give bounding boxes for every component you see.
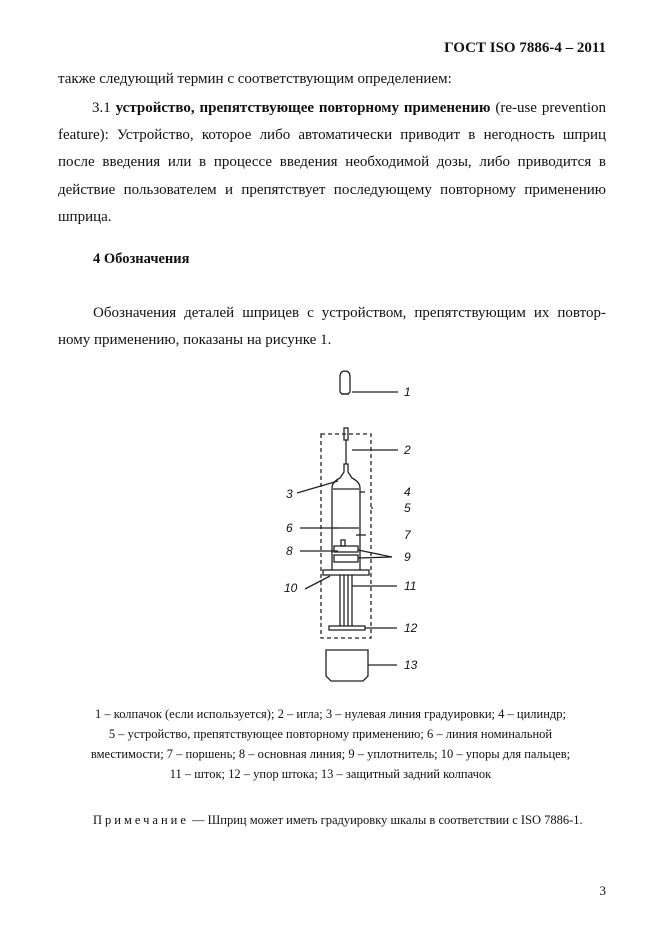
fig-label-8: 8 [286,544,293,558]
cap-part [340,371,350,394]
caption-line: 1 – колпачок (если используется); 2 – игла; 3 – нулевая линия градуировки; 4 – цилиндр; [95,707,566,721]
page-number: 3 [599,883,606,898]
fig-label-9: 9 [404,550,411,564]
term-english: (re-use prevention feature) [58,100,606,144]
section-text: Обозначения деталей шприцев с устройством, препятствующим их повтор-ному применению, показаны на рисунке 1. [58,305,606,349]
fig-label-11: 11 [404,579,417,593]
fig-label-7: 7 [404,528,411,542]
fig-label-6: 6 [286,521,293,535]
term-number: 3.1 [92,100,111,116]
term-title: устройство, препятствующее повторному применению [115,100,491,116]
fig-label-5: 5 [404,501,411,515]
term-text: : Устройство, которое либо автоматически приводит в негодность шприц после введения или в процессе введения необходимой дозы, либо приводится в действие пользователем и препятствует последующему повторному применению шприца. [58,127,606,225]
fig-label-2: 2 [404,443,411,457]
fig-label-3: 3 [286,487,293,501]
note-block [58,809,606,832]
fig-label-13: 13 [404,658,418,672]
caption-line: 5 – устройство, препятствующее повторному применению; 6 – линия номинальной [108,727,553,741]
section-title: 4 Обозначения [93,251,190,267]
intro-text: также следующий термин с соответствующим определением: [58,71,452,87]
caption-line: вместимости; 7 – поршень; 8 – основная линия; 9 – уплотнитель; 10 – упоры для пальцев; [90,747,571,761]
fig-label-10: 10 [284,581,298,595]
figure-caption [40,704,621,784]
document-header: ГОСТ ISO 7886-4 – 2011 [444,40,606,56]
barrel-part [332,464,360,570]
caption-line: 11 – шток; 12 – упор штока; 13 – защитный задний колпачок [169,767,492,781]
fig-label-1: 1 [404,385,411,399]
back-cap-part [326,650,368,681]
note-label: Примечание [93,813,189,827]
fig-label-4: 4 [404,485,411,499]
fig-label-12: 12 [404,621,418,635]
syringe-figure [260,368,430,693]
note-text: — Шприц может иметь градуировку шкалы в соответствии с ISO 7886-1. [188,813,583,827]
term-definition [58,95,606,231]
